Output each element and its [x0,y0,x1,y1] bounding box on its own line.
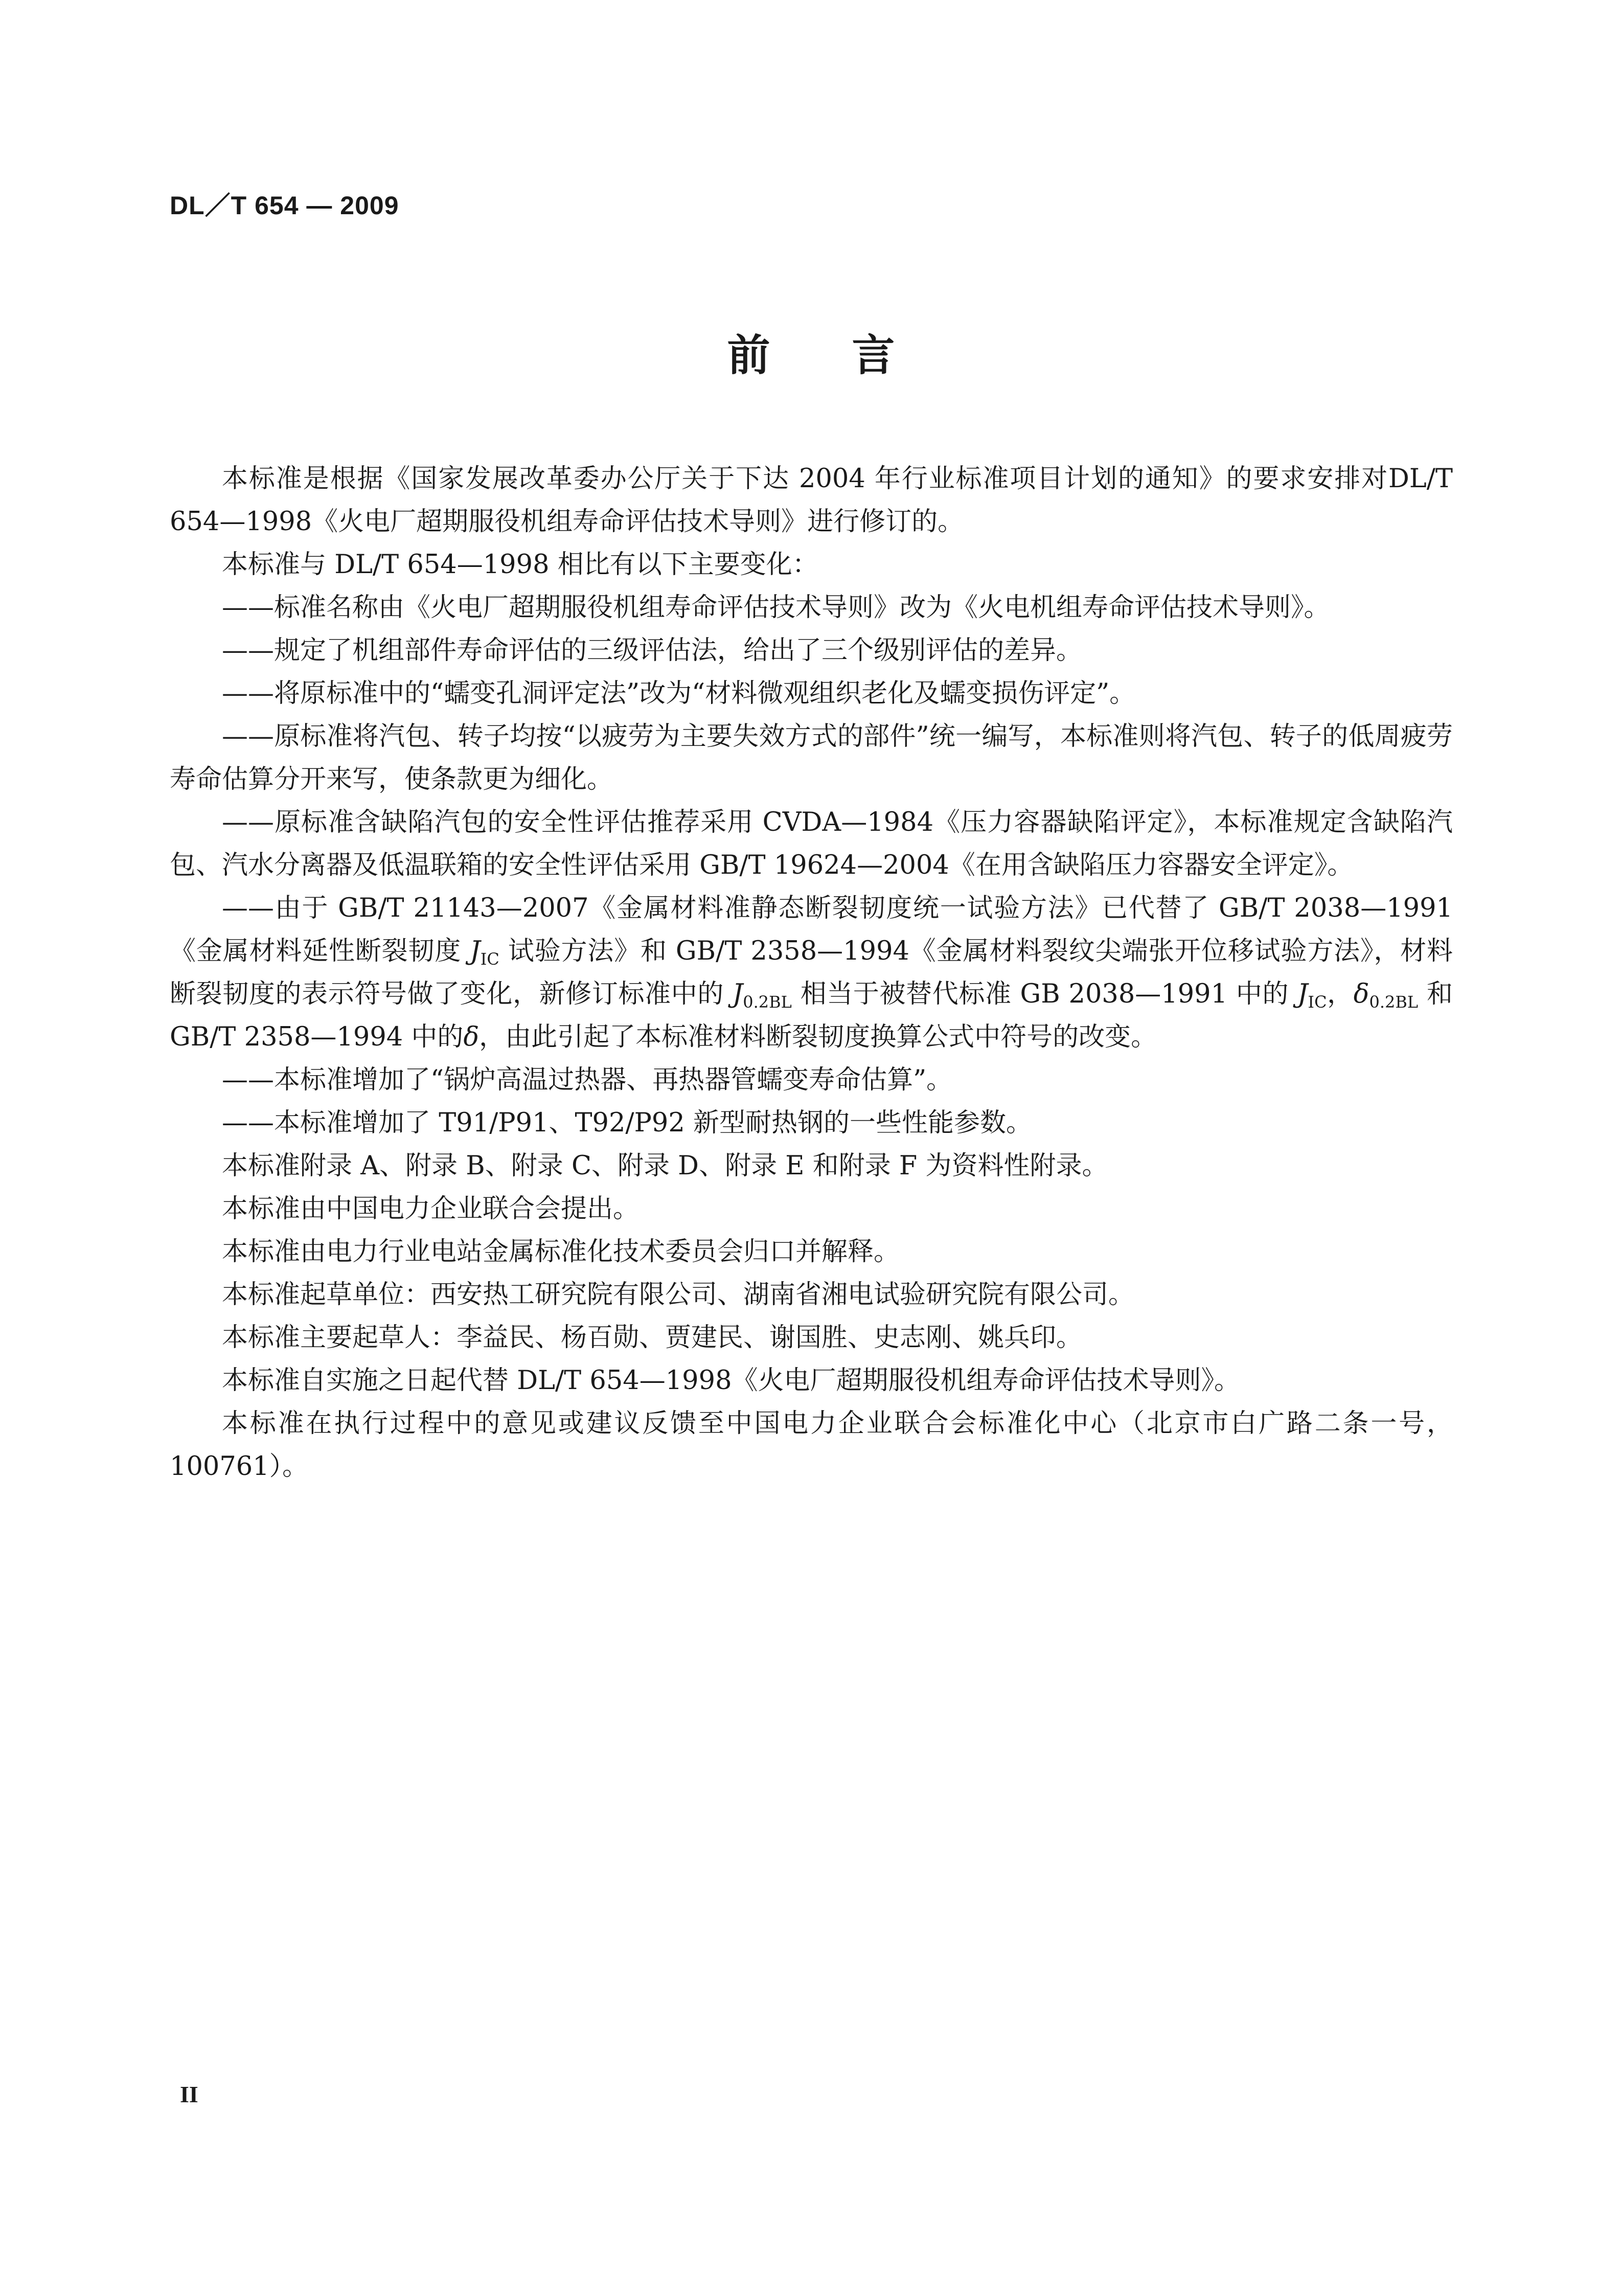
symbol-subscript: IC [1308,992,1327,1012]
symbol-subscript: 0.2BL [1369,992,1419,1012]
paragraph-feedback: 本标准在执行过程中的意见或建议反馈至中国电力企业联合会标准化中心（北京市白广路二条一号，100761）。 [170,1408,1453,1482]
page-number: II [180,2081,198,2107]
change-item-three-level: ——规定了机组部件寿命评估的三级评估法，给出了三个级别评估的差异。 [222,635,1083,666]
text-run: ，由此引起了本标准材料断裂韧度换算公式中符号的改变。 [479,1022,1157,1052]
change-item-name: ——标准名称由《火电厂超期服役机组寿命评估技术导则》改为《火电机组寿命评估技术导则》。 [222,593,1330,623]
paragraph-replaces: 本标准自实施之日起代替 DL/T 654—1998《火电厂超期服役机组寿命评估技术导则》。 [222,1366,1241,1396]
symbol-subscript: 0.2BL [743,992,792,1012]
change-item-superheater: ——本标准增加了“锅炉高温过热器、再热器管蠕变寿命估算”。 [222,1065,953,1095]
text-run: 试验方法》和 GB/T 2358—1994《金属材料裂纹尖端张开位移试验方法》，材料断裂韧度的表示符号做了变化，新修订标准中的 [170,936,1453,1009]
change-item-fracture-toughness [170,887,1453,1059]
page-title: 前言 [727,330,977,380]
text-run: ， [1327,979,1354,1009]
symbol-j-ic: J [470,936,481,966]
document-body [170,458,1453,1488]
change-item-defect-assessment: ——原标准含缺陷汽包的安全性评估推荐采用 CVDA—1984《压力容器缺陷评定》，本标准规定含缺陷汽包、汽水分离器及低温联箱的安全性评估采用 GB/T 19624—2004《在用含缺陷压力容器安全评定》。 [170,807,1453,880]
change-item-creep-method: ——将原标准中的“蠕变孔洞评定法”改为“材料微观组织老化及蠕变损伤评定”。 [222,678,1136,709]
standard-code-header: DL／T 654 — 2009 [170,191,399,220]
paragraph-appendices: 本标准附录 A、附录 B、附录 C、附录 D、附录 E 和附录 F 为资料性附录。 [222,1151,1108,1181]
symbol-subscript: IC [480,949,499,969]
change-item-fatigue: ——原标准将汽包、转子均按“以疲劳为主要失效方式的部件”统一编写，本标准则将汽包、转子的低周疲劳寿命估算分开来写，使条款更为细化。 [170,721,1453,794]
paragraph-changes-intro: 本标准与 DL/T 654—1998 相比有以下主要变化： [222,550,818,580]
change-item-new-steels: ——本标准增加了 T91/P91、T92/P92 新型耐热钢的一些性能参数。 [222,1108,1033,1138]
paragraph-basis: 本标准是根据《国家发展改革委办公厅关于下达 2004 年行业标准项目计划的通知》的要求安排对DL/T 654—1998《火电厂超期服役机组寿命评估技术导则》进行修订的。 [170,464,1453,537]
symbol-j-02bl: J [732,979,743,1009]
paragraph-drafters: 本标准主要起草人：李益民、杨百勋、贾建民、谢国胜、史志刚、姚兵印。 [222,1323,1083,1353]
paragraph-interpretation: 本标准由电力行业电站金属标准化技术委员会归口并解释。 [222,1237,900,1267]
text-run: ——由于 GB/T 21143—2007《金属材料准静态断裂韧度统一试验方法》已代替了 GB/T 2038—1991《金属材料延性断裂韧度 [170,893,1453,966]
symbol-delta: δ [463,1022,479,1052]
text-run: 相当于被替代标准 GB 2038—1991 中的 [791,979,1297,1009]
symbol-j-ic-2: J [1297,979,1308,1009]
text-run: 和 GB/T 2358—1994 中的 [170,979,1453,1052]
paragraph-proposer: 本标准由中国电力企业联合会提出。 [222,1194,639,1224]
paragraph-drafting-units: 本标准起草单位：西安热工研究院有限公司、湖南省湘电试验研究院有限公司。 [222,1280,1135,1310]
symbol-delta-02bl: δ [1353,979,1369,1009]
